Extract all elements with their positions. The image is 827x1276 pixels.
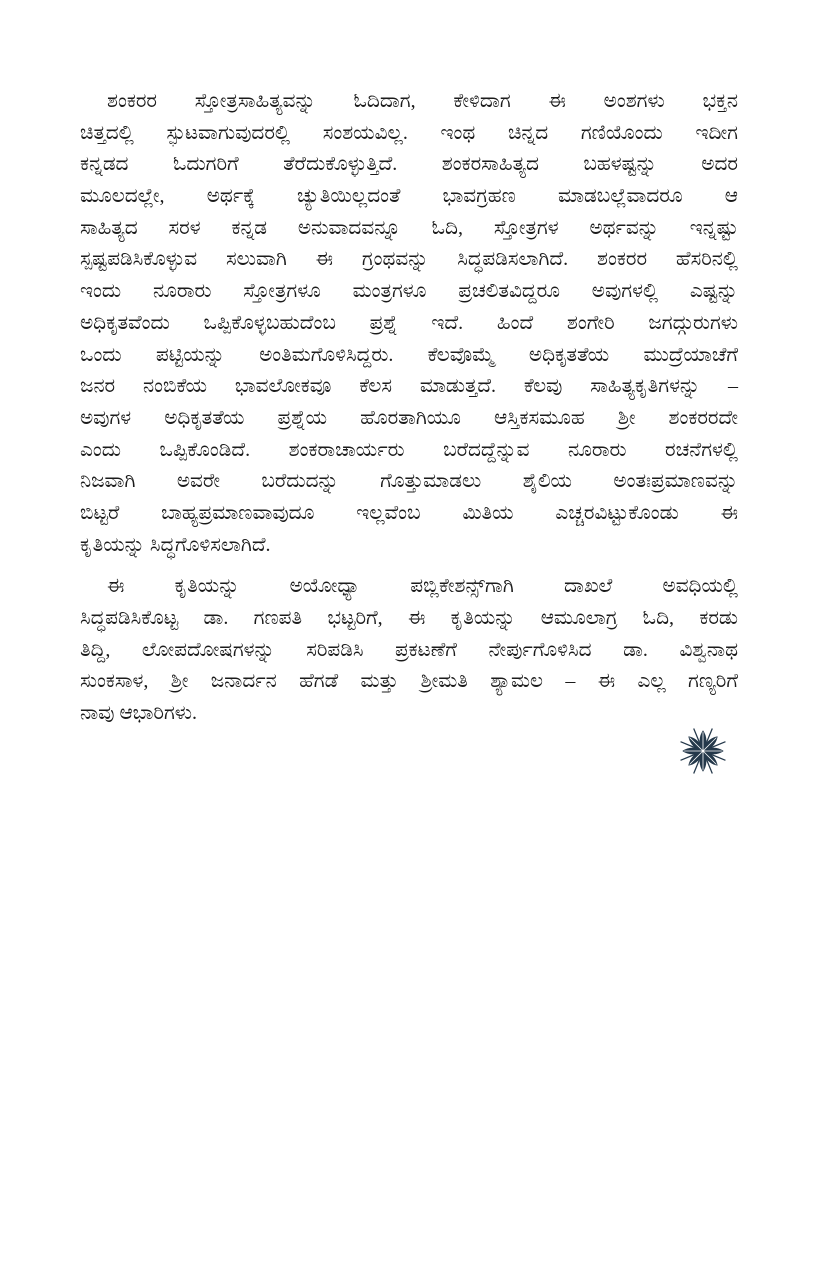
text-line: ಸಾಹಿತ್ಯದ ಸರಳ ಕನ್ನಡ ಅನುವಾದವನ್ನೂ ಓದಿ, ಸ್ತೋತ್ರಗಳ ಅರ್ಥವನ್ನು ಇನ್ನಷ್ಟು <box>80 216 738 239</box>
text-line: ಒಂದು ಪಟ್ಟಿಯನ್ನು ಅಂತಿಮಗೊಳಿಸಿದ್ದರು. ಕೆಲವೊಮ್ಮೆ ಅಧಿಕೃತತೆಯ ಮುದ್ರೆಯಾಚೆಗೆ <box>80 343 738 366</box>
text-line: ಈ ಕೃತಿಯನ್ನು ಅಯೋಧ್ಯಾ ಪಬ್ಲಿಕೇಶನ್ಸ್‌ಗಾಗಿ ದಾಖಲೆ ಅವಧಿಯಲ್ಲಿ <box>107 575 738 598</box>
text-line: ನಿಜವಾಗಿ ಅವರೇ ಬರೆದುದನ್ನು ಗೊತ್ತುಮಾಡಲು ಶೈಲಿಯ ಅಂತಃಪ್ರಮಾಣವನ್ನು <box>80 470 738 493</box>
text-line: ಜನರ ನಂಬಿಕೆಯ ಭಾವಲೋಕವೂ ಕೆಲಸ ಮಾಡುತ್ತದೆ. ಕೆಲವು ಸಾಹಿತ್ಯಕೃತಿಗಳನ್ನು – <box>80 375 738 398</box>
text-line: ಅಧಿಕೃತವೆಂದು ಒಪ್ಪಿಕೊಳ್ಳಬಹುದೆಂಬ ಪ್ರಶ್ನೆ ಇದೆ. ಹಿಂದೆ ಶಂಗೇರಿ ಜಗದ್ಗುರುಗಳು <box>80 311 738 334</box>
text-line: ಚಿತ್ತದಲ್ಲಿ ಸ್ಫುಟವಾಗುವುದರಲ್ಲಿ ಸಂಶಯವಿಲ್ಲ. ಇಂಥ ಚಿನ್ನದ ಗಣಿಯೊಂದು ಇದೀಗ <box>80 121 738 144</box>
text-line: ಕನ್ನಡದ ಓದುಗರಿಗೆ ತೆರೆದುಕೊಳ್ಳುತ್ತಿದೆ. ಶಂಕರಸಾಹಿತ್ಯದ ಬಹಳಷ್ಟನ್ನು ಅದರ <box>80 153 738 176</box>
fleuron-ornament <box>676 724 730 778</box>
text-line: ಶಂಕರರ ಸ್ತೋತ್ರಸಾಹಿತ್ಯವನ್ನು ಓದಿದಾಗ, ಕೇಳಿದಾಗ ಈ ಅಂಶಗಳು ಭಕ್ತನ <box>107 90 738 112</box>
text-line: ನಾವು ಆಭಾರಿಗಳು. <box>80 702 197 725</box>
text-line: ತಿದ್ದಿ, ಲೋಪದೋಷಗಳನ್ನು ಸರಿಪಡಿಸಿ ಪ್ರಕಟಣೆಗೆ ನೇರ್ಪುಗೊಳಿಸಿದ ಡಾ. ವಿಶ್ವನಾಥ <box>80 638 738 661</box>
text-line: ಬಿಟ್ಟರೆ ಬಾಹ್ಯಪ್ರಮಾಣವಾವುದೂ ಇಲ್ಲವೆಂಬ ಮಿತಿಯ ಎಚ್ಚರವಿಟ್ಟುಕೊಂಡು ಈ <box>80 501 738 524</box>
text-line: ಮೂಲದಲ್ಲೇ, ಅರ್ಥಕ್ಕೆ ಚ್ಯುತಿಯಿಲ್ಲದಂತೆ ಭಾವಗ್ರಹಣ ಮಾಡಬಲ್ಲೆವಾದರೂ ಆ <box>80 185 738 208</box>
paragraph-1 <box>80 86 738 561</box>
text-line: ಸಿದ್ಧಪಡಿಸಿಕೊಟ್ಟ ಡಾ. ಗಣಪತಿ ಭಟ್ಟರಿಗೆ, ಈ ಕೃತಿಯನ್ನು ಆಮೂಲಾಗ್ರ ಓದಿ, ಕರಡು <box>80 607 738 629</box>
text-line: ಸುಂಕಸಾಳ, ಶ್ರೀ ಜನಾರ್ದನ ಹೆಗಡೆ ಮತ್ತು ಶ್ರೀಮತಿ ಶ್ಯಾಮಲ – ಈ ಎಲ್ಲ ಗಣ್ಯರಿಗೆ <box>80 670 738 693</box>
text-line: ಕೃತಿಯನ್ನು ಸಿದ್ಧಗೊಳಿಸಲಾಗಿದೆ. <box>80 533 271 556</box>
text-line: ಎಂದು ಒಪ್ಪಿಕೊಂಡಿದೆ. ಶಂಕರಾಚಾರ್ಯರು ಬರೆದದ್ದೆನ್ನುವ ನೂರಾರು ರಚನೆಗಳಲ್ಲಿ <box>80 438 738 461</box>
text-block <box>80 86 738 730</box>
text-line: ಇಂದು ನೂರಾರು ಸ್ತೋತ್ರಗಳೂ ಮಂತ್ರಗಳೂ ಪ್ರಚಲಿತವಿದ್ದರೂ ಅವುಗಳಲ್ಲಿ ಎಷ್ಟನ್ನು <box>80 280 738 303</box>
flower-fleuron-icon <box>676 724 730 778</box>
paragraph-2 <box>80 571 738 729</box>
text-line: ಸ್ಪಷ್ಟಪಡಿಸಿಕೊಳ್ಳುವ ಸಲುವಾಗಿ ಈ ಗ್ರಂಥವನ್ನು ಸಿದ್ಧಪಡಿಸಲಾಗಿದೆ. ಶಂಕರರ ಹೆಸರಿನಲ್ಲಿ <box>80 248 738 271</box>
text-line: ಅವುಗಳ ಅಧಿಕೃತತೆಯ ಪ್ರಶ್ನೆಯ ಹೊರತಾಗಿಯೂ ಆಸ್ತಿಕಸಮೂಹ ಶ್ರೀ ಶಂಕರರದೇ <box>80 406 738 429</box>
